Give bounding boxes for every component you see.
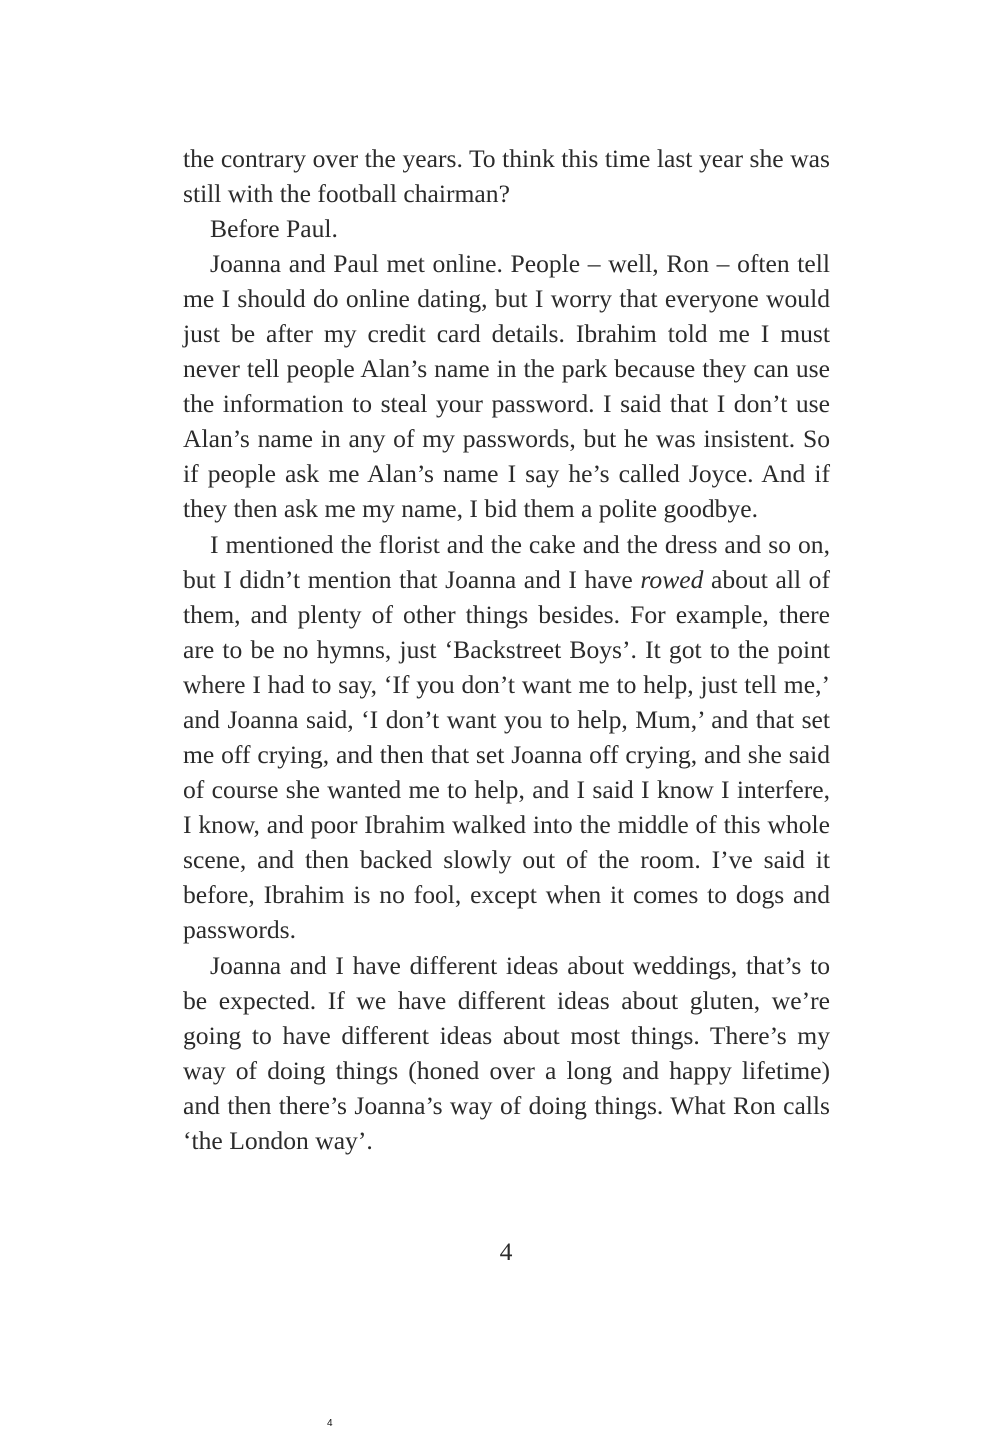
paragraph-2: Before Paul. — [210, 214, 338, 243]
paragraph-3: Joanna and Paul met online. People – well, Ron – often tell me I should do online dating, but I worry that everyone would just be after my credit card details. Ibrahim told me I must never tell people Alan’s name in the park because they can use the information to steal your password. I said that I don’t use Alan’s name in any of my passwords, but he was insistent. So if people ask me Alan’s name I say he’s called Joyce. And if they then ask me my name, I bid them a polite goodbye. — [183, 249, 830, 523]
footer-page-number: 4 — [327, 1418, 333, 1429]
paragraph-4 — [183, 527, 830, 947]
paragraph-5: Joanna and I have different ideas about weddings, that’s to be expected. If we have different ideas about gluten, we’re going to have different ideas about most things. There’s my way of doing things (honed over a long and happy lifetime) and then there’s Joanna’s way of doing things. What Ron calls ‘the London way’. — [183, 951, 830, 1155]
body-text — [183, 141, 830, 1158]
paragraph-4-text-after: about all of them, and plenty of other things besides. For example, there are to be no hymns, just ‘Backstreet Boys’. It got to the point where I had to say, ‘If you don’t want me to help, just tell me,’ and Joanna said, ‘I don’t want you to help, Mum,’ and that set me off crying, and then that set Joanna off crying, and she said of course she wanted me to help, and I said I know I interfere, I know, and poor Ibrahim walked into the middle of this whole scene, and then backed slowly out of the room. I’ve said it before, Ibrahim is no fool, except when it comes to dogs and passwords. — [183, 565, 830, 944]
paragraph-4-emphasis: rowed — [640, 565, 704, 594]
page-number: 4 — [499, 1237, 513, 1266]
paragraph-1: the contrary over the years. To think this time last year she was still with the football chairman? — [183, 144, 830, 208]
paragraph-4-text-before: I mentioned the florist and the cake and the dress and so on, but I didn’t mention that Joanna and I have — [183, 530, 830, 594]
